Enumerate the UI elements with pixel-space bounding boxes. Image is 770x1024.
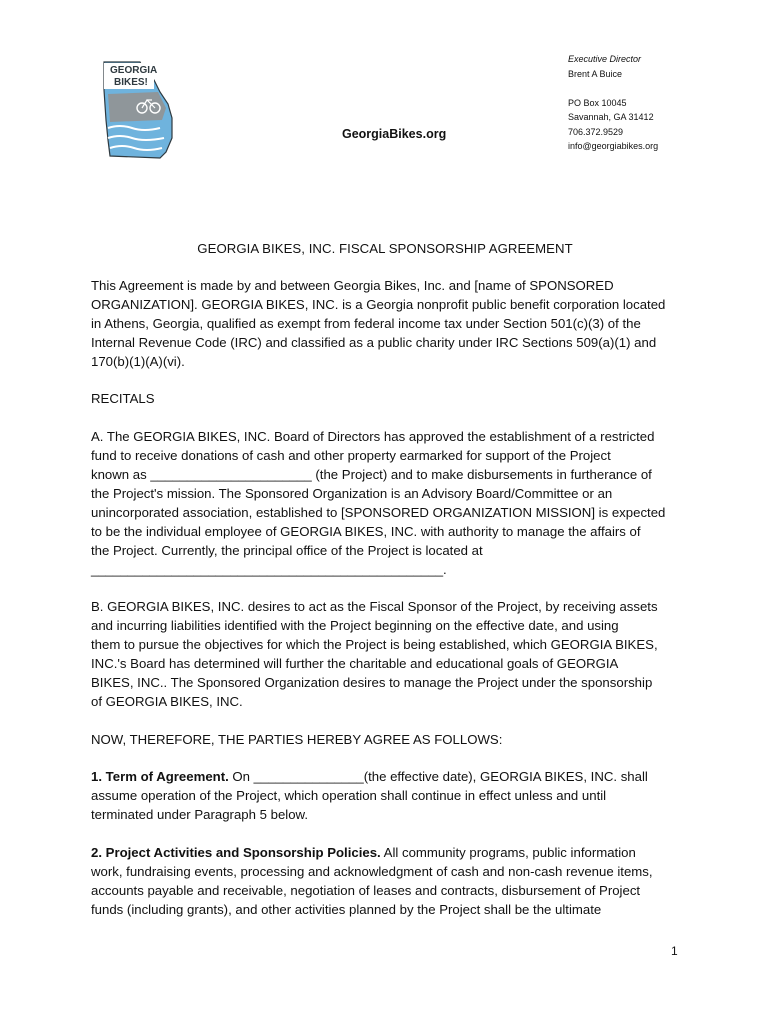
text-line: terminated under Paragraph 5 below. (91, 807, 309, 823)
section-1-heading: 1. Term of Agreement. (91, 769, 229, 785)
text-line: funds (including grants), and other activities planned by the Project shall be the ultimate (91, 901, 602, 917)
text-line: Internal Revenue Code (IRC) and classified as a public charity under IRC Sections 509(a)(1) and (91, 334, 657, 350)
contact-city: Savannah, GA 31412 (568, 112, 654, 122)
section-1-paragraph (91, 768, 691, 825)
contact-email[interactable]: info@georgiabikes.org (568, 141, 659, 151)
text-line: unincorporated association, established to [SPONSORED ORGANIZATION MISSION] is expected (91, 504, 666, 520)
text-line: known as ______________________ (the Project) and to make disbursements in furtherance of (91, 467, 652, 483)
section-2-first-line: All community programs, public information (380, 845, 636, 861)
text-line (91, 768, 691, 787)
section-2-paragraph (91, 844, 691, 920)
text-line: the Project's mission. The Sponsored Organization is an Advisory Board/Committee or an (91, 485, 613, 501)
text-line: in Athens, Georgia, qualified as exempt from federal income tax under Section 501(c)(3) of the (91, 315, 641, 331)
text-line: assume operation of the Project, which operation shall continue in effect unless and until (91, 788, 607, 804)
text-line: A. The GEORGIA BIKES, INC. Board of Directors has approved the establishment of a restricted (91, 429, 655, 445)
text-line: NOW, THEREFORE, THE PARTIES HEREBY AGREE AS FOLLOWS: (91, 731, 503, 747)
text-line: BIKES, INC.. The Sponsored Organization desires to manage the Project under the sponsorship (91, 674, 653, 690)
document-body (91, 277, 691, 939)
recital-a-paragraph (91, 428, 691, 579)
contact-role: Executive Director (568, 54, 642, 64)
text-line: and incurring liabilities identified with the Project beginning on the effective date, and using (91, 618, 619, 634)
text-line: ORGANIZATION]. GEORGIA BIKES, INC. is a Georgia nonprofit public benefit corporation located (91, 296, 666, 312)
text-line: This Agreement is made by and between Georgia Bikes, Inc. and [name of SPONSORED (91, 278, 614, 293)
text-line: 170(b)(1)(A)(vi). (91, 353, 185, 369)
text-line: ________________________________________________. (91, 561, 447, 577)
contact-block (568, 52, 658, 154)
text-line: INC.'s Board has determined will further the charitable and educational goals of GEORGIA (91, 656, 619, 672)
text-line: B. GEORGIA BIKES, INC. desires to act as the Fiscal Sponsor of the Project, by receiving assets (91, 599, 658, 615)
contact-name: Brent A Buice (568, 68, 623, 79)
text-line (91, 844, 691, 863)
text-line: the Project. Currently, the principal office of the Project is located at (91, 542, 483, 558)
contact-phone: 706.372.9529 (568, 126, 624, 137)
section-1-first-line: On _______________(the effective date), GEORGIA BIKES, INC. shall (228, 769, 648, 785)
text-line: work, fundraising events, processing and acknowledgment of cash and non-cash revenue items, (91, 864, 653, 879)
text-line: them to pursue the objectives for which the Project is being established, which GEORGIA BIKES, (91, 637, 658, 653)
text-line: fund to receive donations of cash and other property earmarked for support of the Project (91, 448, 611, 464)
website-link[interactable]: GeorgiaBikes.org (342, 127, 447, 141)
text-line: RECITALS (91, 391, 155, 407)
georgia-bikes-logo (100, 60, 176, 160)
text-line: of GEORGIA BIKES, INC. (91, 693, 243, 709)
text-line: accounts payable and receivable, negotiation of leases and contracts, disbursement of Project (91, 882, 641, 898)
section-2-heading: 2. Project Activities and Sponsorship Policies. (91, 845, 381, 861)
page-number: 1 (671, 944, 678, 958)
contact-po-box: PO Box 10045 (568, 97, 627, 108)
intro-paragraph (91, 277, 691, 372)
recitals-heading (91, 390, 691, 409)
document-title: GEORGIA BIKES, INC. FISCAL SPONSORSHIP AGREEMENT (197, 241, 573, 256)
agreement-statement (91, 731, 691, 750)
georgia-map-icon (100, 60, 176, 160)
text-line: to be the individual employee of GEORGIA BIKES, INC. with authority to manage the affairs of (91, 523, 641, 539)
recital-b-paragraph (91, 598, 691, 711)
logo-text-line1: GEORGIA (110, 65, 158, 76)
logo-text-line2: BIKES! (114, 77, 148, 88)
